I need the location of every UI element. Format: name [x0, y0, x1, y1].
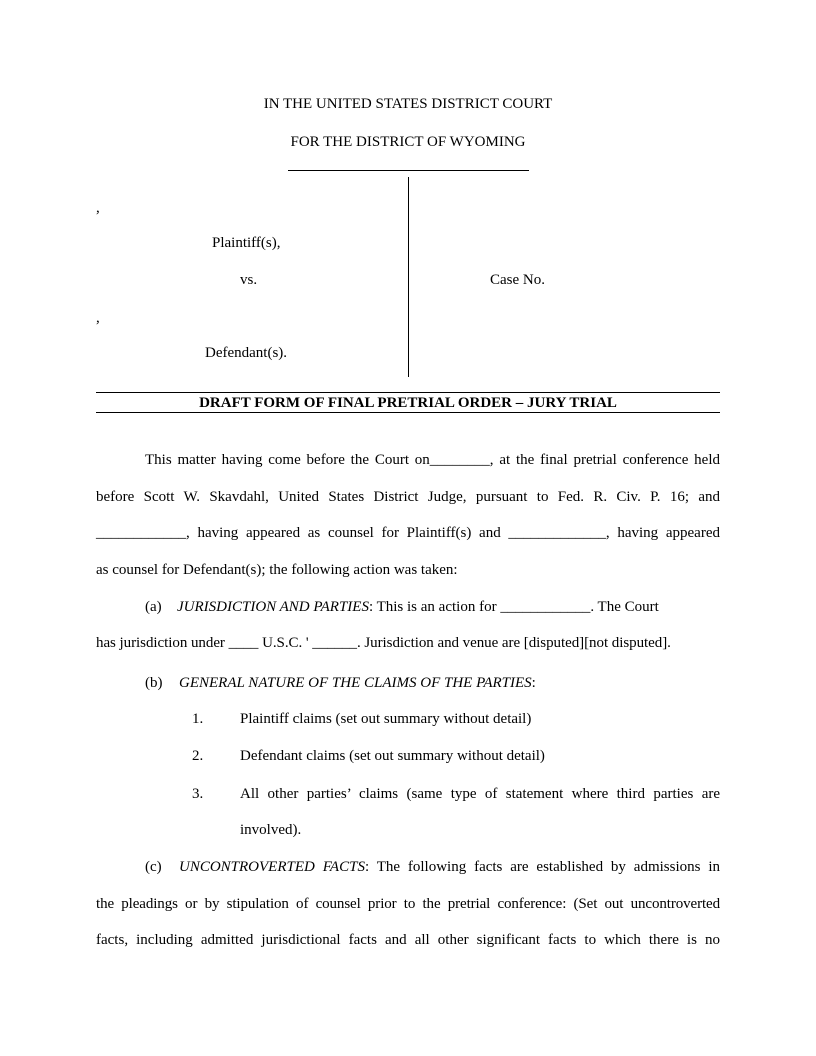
court-name: IN THE UNITED STATES DISTRICT COURT: [263, 96, 553, 112]
section-b-heading-line: [179, 675, 536, 692]
district-name: FOR THE DISTRICT OF WYOMING: [290, 134, 526, 150]
section-c-line2: the pleadings or by stipulation of counsel prior to the pretrial conference: (Set out uncontroverted: [96, 896, 720, 912]
section-a-marker: (a): [145, 599, 162, 615]
claim-item-number: 3.: [192, 786, 204, 802]
intro-paragraph-line: as counsel for Defendant(s); the following action was taken:: [96, 562, 458, 578]
title-top-rule: [96, 392, 720, 393]
section-b-marker: (b): [145, 675, 163, 691]
section-c-text: : The following facts are established by admissions in: [364, 859, 720, 875]
section-c-line3: facts, including admitted jurisdictional facts and all other significant facts to which there is no: [96, 932, 720, 948]
claim-item-text-continued: involved).: [240, 822, 302, 838]
intro-paragraph-line: This matter having come before the Court on________, at the final pretrial conference held: [145, 452, 720, 468]
document-title: DRAFT FORM OF FINAL PRETRIAL ORDER – JURY TRIAL: [199, 395, 617, 411]
intro-paragraph-line: ____________, having appeared as counsel for Plaintiff(s) and _____________, having appeared: [96, 525, 720, 541]
plaintiff-name-blank: ,: [96, 200, 100, 216]
section-a-line2: has jurisdiction under ____ U.S.C. ' ______. Jurisdiction and venue are [disputed][not disputed].: [96, 635, 671, 651]
section-c-marker: (c): [145, 859, 162, 875]
claim-item-text: Plaintiff claims (set out summary without detail): [240, 711, 532, 727]
plaintiff-label: Plaintiff(s),: [212, 235, 281, 251]
claim-item-text: All other parties’ claims (same type of statement where third parties are: [240, 786, 720, 802]
section-c-line: [179, 859, 720, 876]
claim-item-number: 1.: [192, 711, 204, 727]
section-b-heading: GENERAL NATURE OF THE CLAIMS OF THE PARTIES: [179, 675, 532, 691]
section-a-text: : This is an action for ____________. The Court: [368, 599, 659, 615]
section-b-colon: :: [531, 675, 536, 691]
intro-paragraph-line: before Scott W. Skavdahl, United States District Judge, pursuant to Fed. R. Civ. P. 16; and: [96, 489, 720, 505]
title-bottom-rule: [96, 412, 720, 413]
section-c-heading: UNCONTROVERTED FACTS: [179, 859, 365, 875]
vs-label: vs.: [240, 272, 258, 288]
caption-underline: [288, 170, 529, 171]
defendant-name-blank: ,: [96, 310, 100, 326]
claim-item-text: Defendant claims (set out summary without detail): [240, 748, 545, 764]
caption-divider: [408, 177, 409, 377]
section-a-heading: JURISDICTION AND PARTIES: [177, 599, 369, 615]
section-a-line: [177, 599, 720, 616]
claim-item-number: 2.: [192, 748, 204, 764]
defendant-label: Defendant(s).: [205, 345, 288, 361]
case-number-label: Case No.: [490, 272, 545, 288]
